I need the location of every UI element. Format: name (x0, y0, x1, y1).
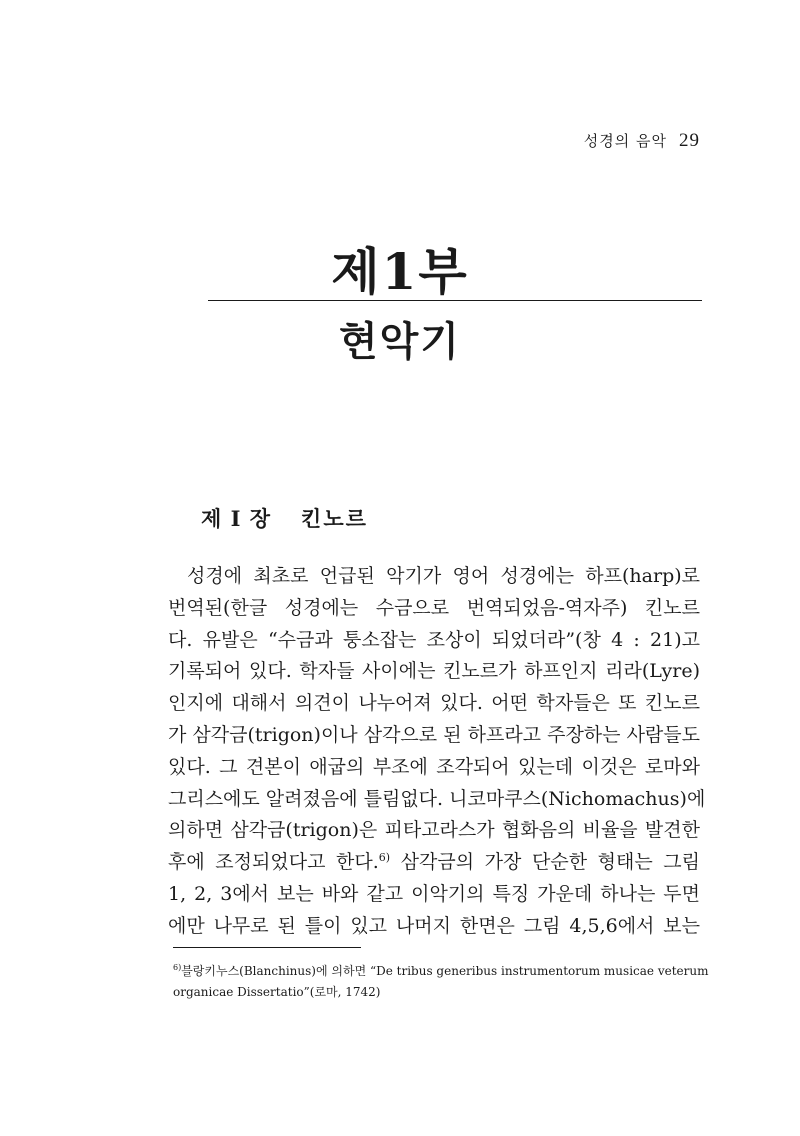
body-line: 번역된(한글 성경에는 수금으로 번역되었음-역자주) 킨노르 (168, 596, 700, 619)
body-line: 성경에 최초로 언급된 악기가 영어 성경에는 하프(harp)로 (187, 565, 700, 587)
footnote-rule (173, 947, 361, 948)
footnote-line (173, 961, 709, 982)
body-line-text: 후에 조정되었다고 한다. (168, 851, 379, 874)
part-title-rule (208, 300, 702, 301)
chapter-number: 제 I 장 (201, 506, 272, 531)
footnote-mark: 6) (173, 963, 182, 972)
body-line-with-footnote-ref (168, 847, 700, 879)
footnote-line: organicae Dissertatio”(로마, 1742) (173, 985, 381, 999)
body-line: 인지에 대해서 의견이 나누어져 있다. 어떤 학자들은 또 킨노르 (168, 692, 700, 715)
body-line: 그리스에도 알려졌음에 틀림없다. 니코마쿠스(Nichomachus)에 (168, 787, 706, 810)
part-title: 제1부 (331, 242, 469, 301)
body-line: 가 삼각금(trigon)이나 삼각으로 된 하프라고 주장하는 사람들도 (168, 723, 700, 746)
body-paragraph (168, 561, 706, 943)
body-line: 1, 2, 3에서 보는 바와 같고 이악기의 특징 가운데 하나는 두면 (168, 882, 700, 905)
part-subtitle: 현악기 (339, 318, 461, 365)
page-number: 29 (679, 130, 700, 151)
body-line: 에만 나무로 된 틀이 있고 나머지 한면은 그림 4,5,6에서 보는 (168, 914, 700, 937)
running-head-title: 성경의 음악 (583, 132, 667, 150)
body-line: 기록되어 있다. 학자들 사이에는 킨노르가 하프인지 리라(Lyre) (168, 660, 700, 683)
footnote (173, 961, 709, 1003)
body-line: 있다. 그 견본이 애굽의 부조에 조각되어 있는데 이것은 로마와 (168, 755, 700, 778)
body-line: 다. 유발은 “수금과 퉁소잡는 조상이 되었더라”(창 4 : 21)고 (168, 628, 700, 651)
footnote-reference[interactable]: 6) (378, 851, 391, 865)
body-line: 의하면 삼각금(trigon)은 피타고라스가 협화음의 비율을 발견한 (168, 819, 700, 842)
chapter-heading (201, 503, 368, 533)
footnote-text: 블랑키누스(Blanchinus)에 의하면 “De tribus generibus instrumentorum musicae veterum (181, 964, 709, 978)
chapter-name: 킨노르 (301, 506, 368, 531)
running-head (584, 130, 700, 152)
body-line-text: 삼각금의 가장 단순한 형태는 그림 (390, 851, 701, 874)
